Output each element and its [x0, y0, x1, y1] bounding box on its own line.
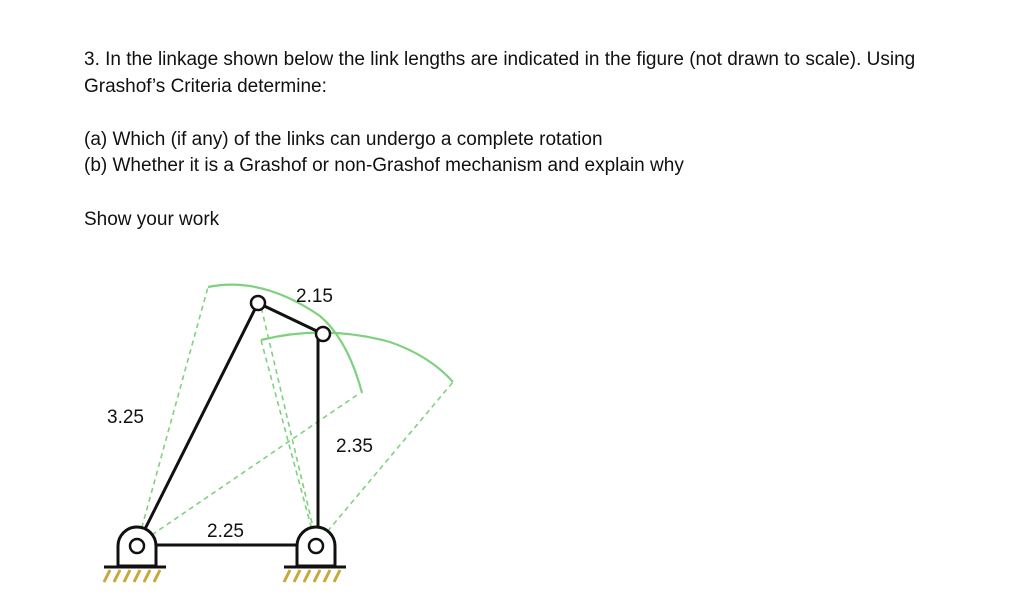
pivot-pin	[130, 539, 144, 553]
question-text-line-2: Grashof’s Criteria determine:	[84, 76, 327, 97]
coupler-arc	[208, 285, 362, 393]
ground-hatch	[284, 570, 340, 582]
left-link	[137, 303, 258, 545]
right-link-length-label: 2.35	[336, 436, 373, 457]
construction-line	[316, 382, 453, 545]
ground-length-label: 2.25	[207, 521, 244, 542]
question-text-line-1: 3. In the linkage shown below the link lengths are indicated in the figure (not drawn to scale). Using	[84, 49, 916, 70]
right-ground-pivot	[284, 527, 346, 582]
coupler-length-label: 2.15	[296, 286, 333, 307]
question-part-a: (a) Which (if any) of the links can undergo a complete rotation	[84, 129, 603, 150]
construction-lines	[137, 287, 453, 545]
construction-line	[137, 287, 208, 545]
left-link-length-label: 3.25	[107, 407, 144, 428]
coupler-link	[258, 303, 323, 334]
ground-hatch	[104, 570, 160, 582]
pivot-pin	[309, 539, 323, 553]
construction-line	[137, 393, 360, 545]
question-instruction: Show your work	[84, 209, 220, 230]
left-ground-pivot	[104, 527, 166, 582]
links	[137, 303, 323, 545]
joint-top-left	[251, 296, 265, 310]
joint-top-right	[316, 327, 330, 341]
question-part-b: (b) Whether it is a Grashof or non-Grashof mechanism and explain why	[84, 155, 684, 176]
